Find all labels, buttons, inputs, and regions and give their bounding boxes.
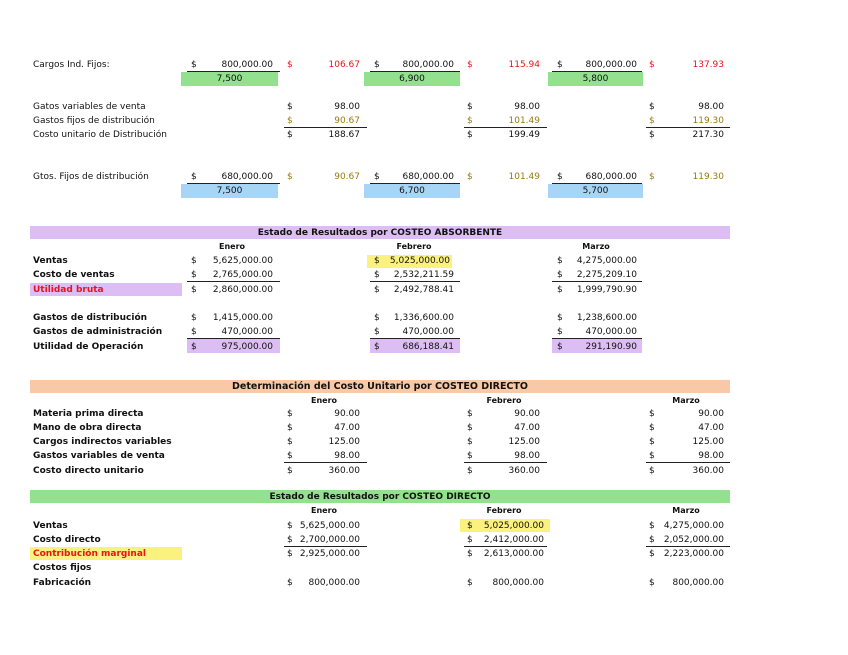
currency-symbol: $ — [557, 313, 563, 323]
dist-value: 217.30 — [692, 130, 724, 140]
currency-symbol: $ — [557, 285, 563, 295]
gtos-marzo-unit: 119.30 — [692, 172, 724, 182]
du-febrero-value: 98.00 — [514, 451, 540, 461]
currency-symbol: $ — [467, 451, 473, 461]
abs-marzo-value: 1,999,790.90 — [576, 285, 637, 295]
cargos-label: Cargos Ind. Fijos: — [33, 60, 110, 70]
dist-value: 119.30 — [692, 116, 724, 126]
row-label: Fabricación — [33, 578, 92, 588]
currency-symbol: $ — [191, 270, 197, 280]
currency-symbol: $ — [287, 521, 293, 531]
gtos-febrero-units: 6,700 — [399, 186, 425, 196]
abs-enero-value: 470,000.00 — [221, 327, 273, 337]
abs-enero-value: 5,625,000.00 — [212, 256, 273, 266]
currency-symbol: $ — [649, 535, 655, 545]
abs-marzo-value: 4,275,000.00 — [576, 256, 637, 266]
abs-enero-value: 1,415,000.00 — [212, 313, 273, 323]
currency-symbol: $ — [191, 256, 197, 266]
currency-symbol: $ — [467, 172, 473, 182]
du-enero-value: 125.00 — [328, 437, 360, 447]
abs-marzo-value: 2,275,209.10 — [576, 270, 637, 280]
currency-symbol: $ — [467, 549, 473, 559]
dist-value: 98.00 — [334, 102, 360, 112]
d-marzo-value: 800,000.00 — [672, 578, 724, 588]
abs-febrero-value: 5,025,000.00 — [389, 256, 450, 266]
currency-symbol: $ — [287, 60, 293, 70]
month-header: Enero — [218, 242, 246, 251]
row-label: Gastos variables de venta — [33, 451, 165, 461]
currency-symbol: $ — [557, 342, 563, 352]
gtos-marzo-units: 5,700 — [582, 186, 609, 196]
dist-row-label: Gatos variables de venta — [33, 102, 146, 112]
row-label: Mano de obra directa — [33, 423, 142, 433]
du-febrero-value: 47.00 — [514, 423, 540, 433]
currency-symbol: $ — [191, 327, 197, 337]
row-label: Utilidad de Operación — [33, 342, 144, 352]
month-header: Enero — [310, 396, 338, 405]
underline — [187, 338, 280, 339]
abs-enero-value: 975,000.00 — [221, 342, 273, 352]
abs-enero-value: 2,860,000.00 — [212, 285, 273, 295]
gtos-febrero-unit: 101.49 — [508, 172, 540, 182]
row-label: Costos fijos — [33, 563, 92, 573]
dist-value: 98.00 — [698, 102, 724, 112]
gtos-marzo: 680,000.00 — [585, 172, 637, 182]
currency-symbol: $ — [374, 256, 380, 266]
dist-value: 101.49 — [508, 116, 540, 126]
abs-marzo-value: 291,190.90 — [585, 342, 637, 352]
currency-symbol: $ — [557, 172, 563, 182]
du-marzo-value: 47.00 — [698, 423, 724, 433]
du-enero-value: 90.00 — [334, 409, 360, 419]
d-enero-value: 5,625,000.00 — [299, 521, 360, 531]
row-label: Materia prima directa — [33, 409, 144, 419]
currency-symbol: $ — [649, 451, 655, 461]
currency-symbol: $ — [649, 437, 655, 447]
du-febrero-value: 360.00 — [508, 466, 540, 476]
d-febrero-value: 800,000.00 — [492, 578, 544, 588]
cargos-febrero-units: 6,900 — [399, 74, 425, 84]
underline — [646, 546, 730, 547]
currency-symbol: $ — [191, 342, 197, 352]
dist-row-label: Gastos fijos de distribución — [33, 116, 155, 126]
d-enero-value: 2,925,000.00 — [299, 549, 360, 559]
gtos-label: Gtos. Fijos de distribución — [33, 172, 149, 182]
currency-symbol: $ — [287, 535, 293, 545]
currency-symbol: $ — [467, 423, 473, 433]
abs-marzo-value: 1,238,600.00 — [576, 313, 637, 323]
month-header: Febrero — [486, 506, 522, 515]
dist-value: 199.49 — [508, 130, 540, 140]
cargos-febrero-unit: 115.94 — [508, 60, 540, 70]
cargos-marzo: 800,000.00 — [585, 60, 637, 70]
currency-symbol: $ — [649, 409, 655, 419]
d-febrero-value: 2,412,000.00 — [483, 535, 544, 545]
directo-title: Estado de Resultados por COSTEO DIRECTO — [269, 492, 491, 502]
absorbente-title: Estado de Resultados por COSTEO ABSORBENTE — [257, 228, 503, 238]
du-marzo-value: 360.00 — [692, 466, 724, 476]
row-label: Costo directo unitario — [33, 466, 144, 476]
month-header: Febrero — [486, 396, 522, 405]
d-enero-value: 800,000.00 — [308, 578, 360, 588]
currency-symbol: $ — [467, 130, 473, 140]
currency-symbol: $ — [287, 549, 293, 559]
month-header: Marzo — [582, 242, 610, 251]
du-marzo-value: 98.00 — [698, 451, 724, 461]
currency-symbol: $ — [557, 327, 563, 337]
currency-symbol: $ — [374, 270, 380, 280]
currency-symbol: $ — [374, 285, 380, 295]
currency-symbol: $ — [287, 116, 293, 126]
gtos-enero-unit: 90.67 — [334, 172, 360, 182]
currency-symbol: $ — [287, 578, 293, 588]
row-label: Cargos indirectos variables — [33, 437, 172, 447]
abs-febrero-value: 2,532,211.59 — [393, 270, 454, 280]
currency-symbol: $ — [287, 437, 293, 447]
row-label: Gastos de administración — [33, 327, 163, 337]
currency-symbol: $ — [374, 313, 380, 323]
underline — [464, 127, 547, 128]
currency-symbol: $ — [191, 285, 197, 295]
currency-symbol: $ — [467, 466, 473, 476]
underline — [370, 338, 460, 339]
d-febrero-value: 5,025,000.00 — [483, 521, 544, 531]
currency-symbol: $ — [191, 60, 197, 70]
currency-symbol: $ — [191, 313, 197, 323]
underline — [464, 546, 547, 547]
directo-unit-title: Determinación del Costo Unitario por COSTEO DIRECTO — [232, 381, 528, 392]
currency-symbol: $ — [467, 60, 473, 70]
cargos-enero: 800,000.00 — [221, 60, 273, 70]
underline — [284, 462, 367, 463]
currency-symbol: $ — [191, 172, 197, 182]
cargos-marzo-units: 5,800 — [582, 74, 609, 84]
currency-symbol: $ — [649, 423, 655, 433]
abs-marzo-value: 470,000.00 — [585, 327, 637, 337]
underline — [370, 281, 460, 282]
currency-symbol: $ — [649, 466, 655, 476]
currency-symbol: $ — [287, 172, 293, 182]
currency-symbol: $ — [649, 578, 655, 588]
underline — [464, 462, 547, 463]
currency-symbol: $ — [467, 102, 473, 112]
d-febrero-value: 2,613,000.00 — [483, 549, 544, 559]
currency-symbol: $ — [467, 409, 473, 419]
currency-symbol: $ — [287, 130, 293, 140]
abs-febrero-value: 1,336,600.00 — [393, 313, 454, 323]
currency-symbol: $ — [287, 423, 293, 433]
currency-symbol: $ — [287, 409, 293, 419]
cargos-marzo-unit: 137.93 — [692, 60, 724, 70]
du-febrero-value: 90.00 — [514, 409, 540, 419]
currency-symbol: $ — [287, 102, 293, 112]
abs-febrero-value: 470,000.00 — [402, 327, 454, 337]
d-marzo-value: 2,052,000.00 — [663, 535, 724, 545]
abs-febrero-value: 686,188.41 — [402, 342, 454, 352]
currency-symbol: $ — [557, 256, 563, 266]
row-label: Costo de ventas — [33, 270, 115, 280]
abs-enero-value: 2,765,000.00 — [212, 270, 273, 280]
underline — [552, 338, 642, 339]
dist-value: 188.67 — [328, 130, 360, 140]
row-label: Contribución marginal — [33, 549, 146, 559]
cargos-enero-unit: 106.67 — [328, 60, 360, 70]
currency-symbol: $ — [557, 60, 563, 70]
cargos-febrero: 800,000.00 — [402, 60, 454, 70]
du-marzo-value: 125.00 — [692, 437, 724, 447]
currency-symbol: $ — [557, 270, 563, 280]
dist-value: 98.00 — [514, 102, 540, 112]
currency-symbol: $ — [287, 466, 293, 476]
month-header: Febrero — [396, 242, 432, 251]
currency-symbol: $ — [649, 521, 655, 531]
row-label: Costo directo — [33, 535, 101, 545]
dist-row-label: Costo unitario de Distribución — [33, 130, 167, 140]
row-label: Gastos de distribución — [33, 313, 148, 323]
gtos-enero: 680,000.00 — [221, 172, 273, 182]
du-febrero-value: 125.00 — [508, 437, 540, 447]
underline — [284, 546, 367, 547]
month-header: Enero — [310, 506, 338, 515]
d-enero-value: 2,700,000.00 — [299, 535, 360, 545]
currency-symbol: $ — [374, 342, 380, 352]
abs-febrero-value: 2,492,788.41 — [393, 285, 454, 295]
currency-symbol: $ — [374, 172, 380, 182]
currency-symbol: $ — [649, 130, 655, 140]
row-label: Utilidad bruta — [33, 285, 104, 295]
currency-symbol: $ — [467, 521, 473, 531]
underline — [284, 127, 367, 128]
row-label: Ventas — [33, 521, 68, 531]
currency-symbol: $ — [374, 327, 380, 337]
currency-symbol: $ — [467, 116, 473, 126]
currency-symbol: $ — [287, 451, 293, 461]
du-enero-value: 360.00 — [328, 466, 360, 476]
currency-symbol: $ — [467, 578, 473, 588]
gtos-febrero: 680,000.00 — [402, 172, 454, 182]
underline — [552, 281, 642, 282]
currency-symbol: $ — [374, 60, 380, 70]
month-header: Marzo — [672, 506, 700, 515]
du-enero-value: 98.00 — [334, 451, 360, 461]
du-enero-value: 47.00 — [334, 423, 360, 433]
currency-symbol: $ — [467, 535, 473, 545]
month-header: Marzo — [672, 396, 700, 405]
row-label: Ventas — [33, 256, 68, 266]
currency-symbol: $ — [649, 172, 655, 182]
underline — [187, 281, 280, 282]
currency-symbol: $ — [649, 60, 655, 70]
dist-value: 90.67 — [334, 116, 360, 126]
underline — [646, 127, 730, 128]
currency-symbol: $ — [467, 437, 473, 447]
underline — [646, 462, 730, 463]
d-marzo-value: 2,223,000.00 — [663, 549, 724, 559]
cargos-enero-units: 7,500 — [216, 74, 243, 84]
gtos-enero-units: 7,500 — [216, 186, 243, 196]
currency-symbol: $ — [649, 116, 655, 126]
currency-symbol: $ — [649, 549, 655, 559]
du-marzo-value: 90.00 — [698, 409, 724, 419]
d-marzo-value: 4,275,000.00 — [663, 521, 724, 531]
currency-symbol: $ — [649, 102, 655, 112]
